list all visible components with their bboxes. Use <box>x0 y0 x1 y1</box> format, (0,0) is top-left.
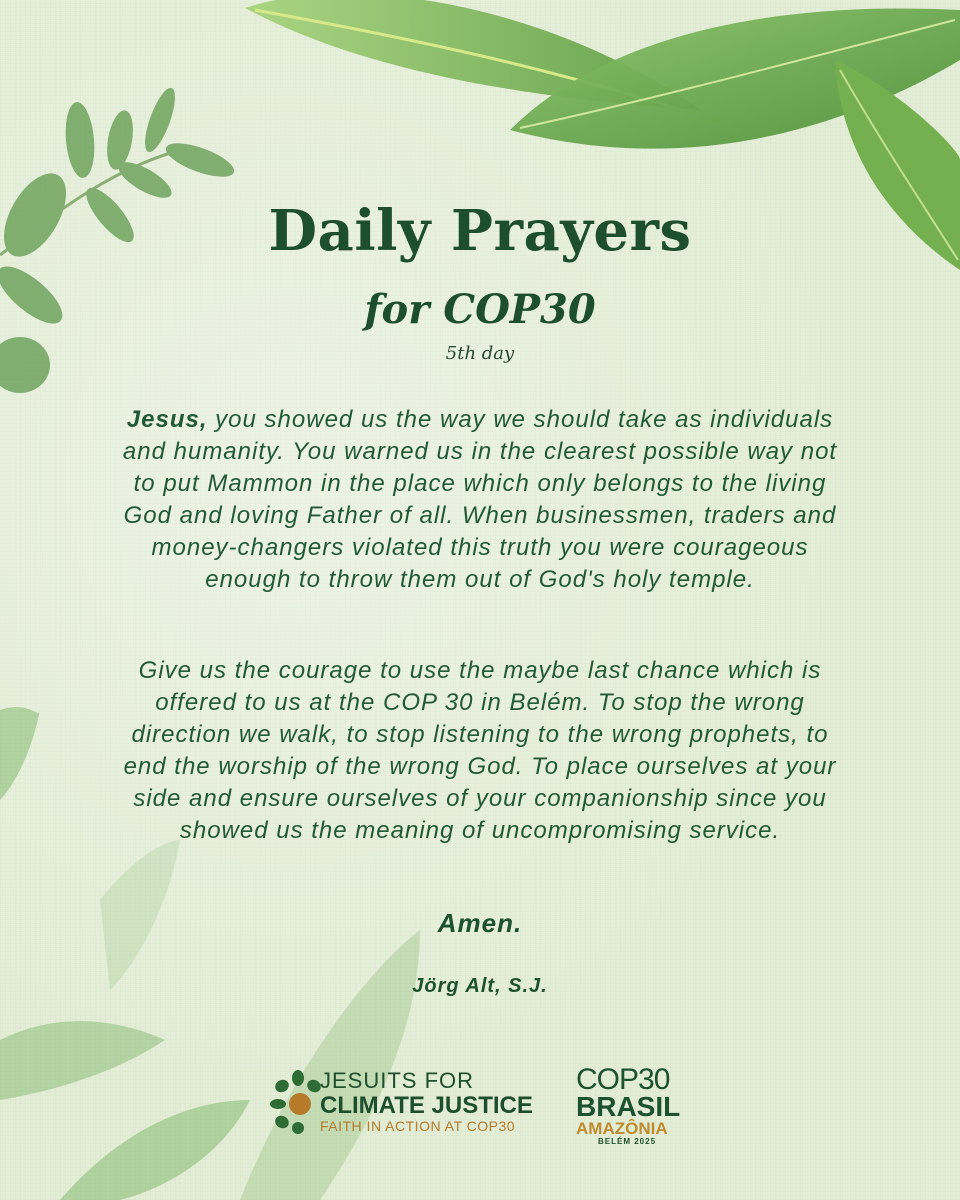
jesuits-logo-line1: JESUITS FOR <box>320 1068 475 1093</box>
cop30-logo-line3: AMAZÔNIA <box>576 1119 668 1138</box>
prayer-paragraph-1-text: you showed us the way we should take as individuals and humanity. You warned us in the clearest possible way not to put Mammon in the place which only belongs to the living God and loving Father of all. When businessmen, traders and money-changers violated this truth you were courageous enough to throw them out of God's holy temple. <box>122 406 838 593</box>
prayer-paragraph-1 <box>120 404 840 596</box>
jesuits-logo-line2: CLIMATE JUSTICE <box>320 1092 533 1119</box>
cop30-logo-line2: BRASIL <box>576 1091 681 1122</box>
closing-amen: Amen. <box>437 908 523 938</box>
prayer-lead: Jesus, <box>126 406 208 433</box>
page-subtitle: for COP30 <box>364 286 596 333</box>
jesuits-leaf-mark-icon <box>270 1070 326 1134</box>
prayer-paragraph-2: Give us the courage to use the maybe last chance which is offered to us at the COP 30 in Belém. To stop the wrong direction we walk, to stop listening to the wrong prophets, to end the worship of the wrong God. To place ourselves at your side and ensure ourselves of your companionship since you showed us the meaning of uncompromising service. <box>123 657 837 844</box>
cop30-logo-line4: BELÉM 2025 <box>598 1137 657 1146</box>
cop30-logo <box>574 1063 684 1145</box>
cop30-logo-line1: COP30 <box>576 1063 670 1096</box>
jesuits-logo-line3: FAITH IN ACTION AT COP30 <box>320 1118 516 1134</box>
jesuits-logo <box>270 1066 560 1144</box>
day-label: 5th day <box>445 343 515 364</box>
author-name: Jörg Alt, S.J. <box>412 975 548 997</box>
page-title: Daily Prayers <box>268 198 692 264</box>
